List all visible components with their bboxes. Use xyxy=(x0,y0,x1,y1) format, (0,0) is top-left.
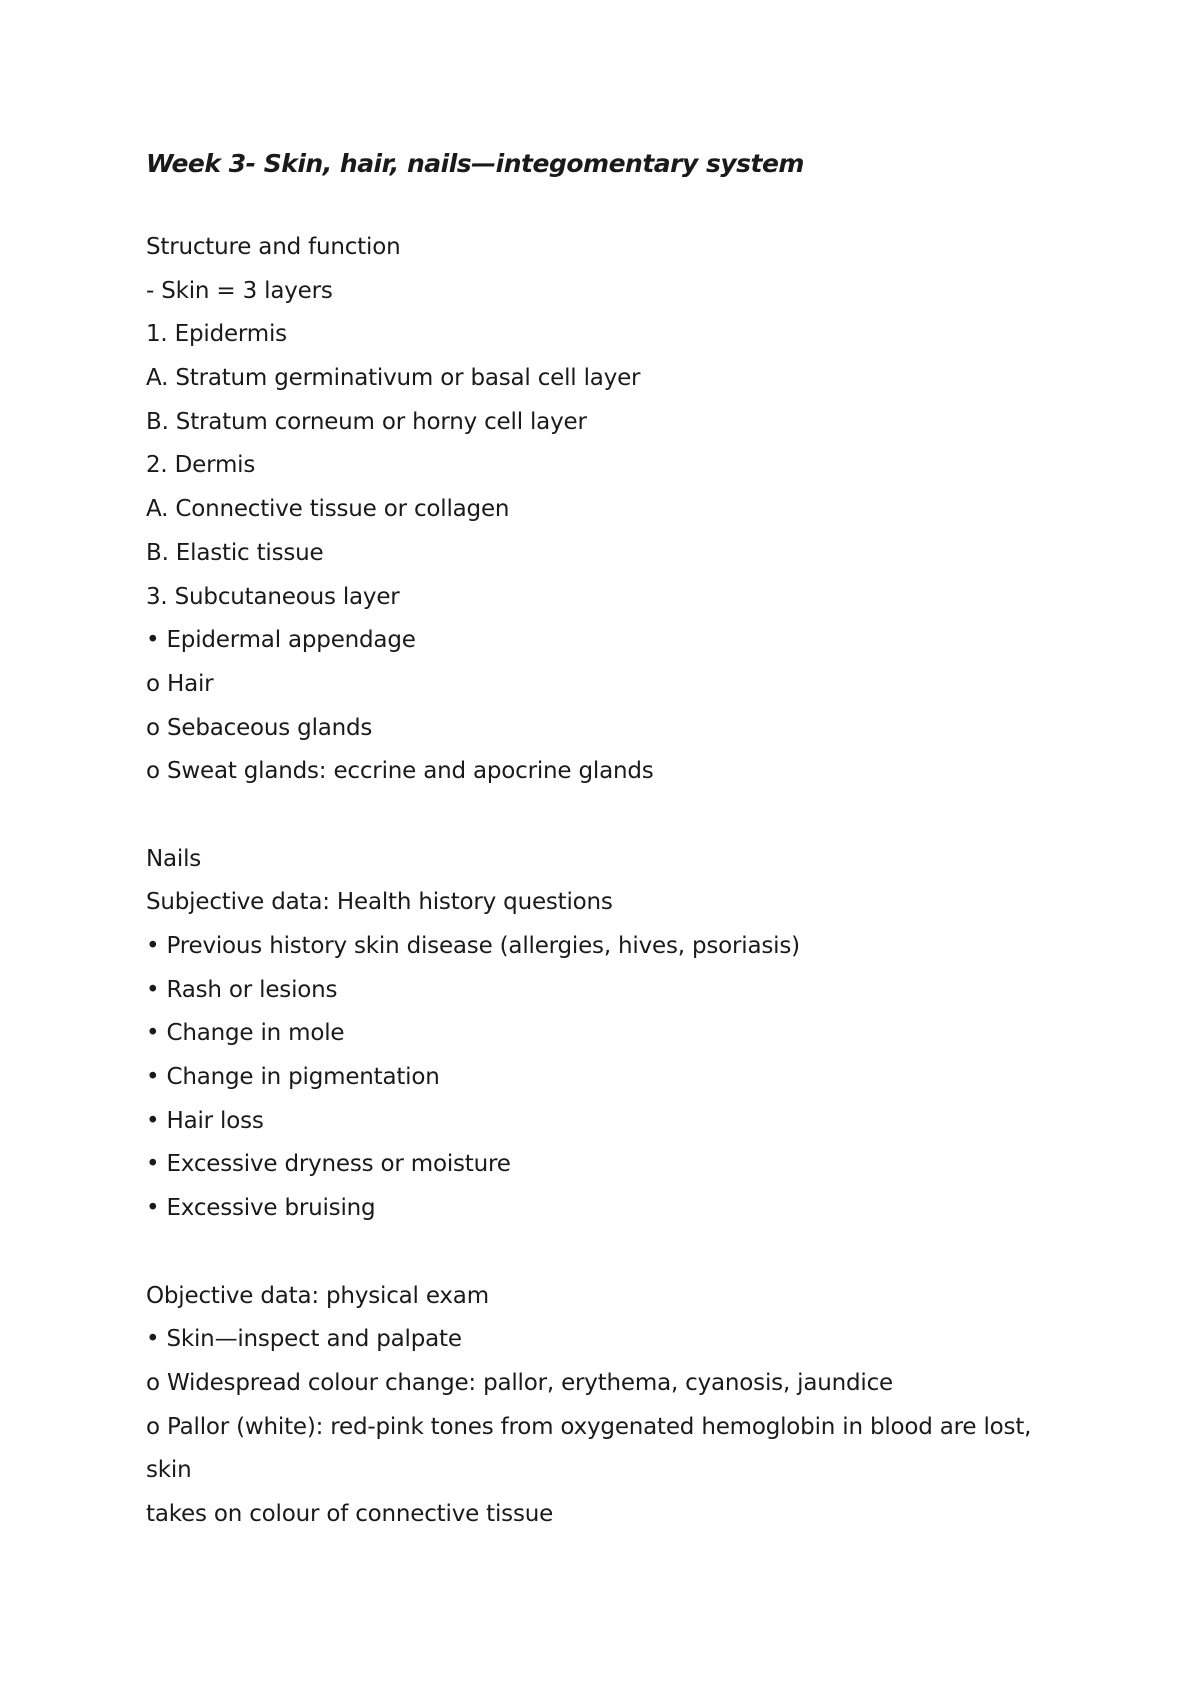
text-line: o Sebaceous glands xyxy=(146,714,373,741)
section-subheading-subjective: Subjective data: Health history questions xyxy=(146,889,613,916)
text-line: o Pallor (white): red-pink tones from oxygenated hemoglobin in blood are lost, xyxy=(146,1413,1032,1440)
document-title: Week 3- Skin, hair, nails—integomentary system xyxy=(146,149,804,178)
text-line: A. Connective tissue or collagen xyxy=(146,496,510,523)
text-line: 1. Epidermis xyxy=(146,321,287,348)
text-line: A. Stratum germinativum or basal cell layer xyxy=(146,365,641,392)
text-line: • Epidermal appendage xyxy=(146,627,416,654)
text-line: o Widespread colour change: pallor, erythema, cyanosis, jaundice xyxy=(146,1369,893,1396)
text-line: • Excessive bruising xyxy=(146,1195,376,1222)
text-line: o Sweat glands: eccrine and apocrine glands xyxy=(146,758,654,785)
section-heading-nails: Nails xyxy=(146,845,202,872)
text-line: takes on colour of connective tissue xyxy=(146,1500,554,1527)
text-line: • Rash or lesions xyxy=(146,976,338,1003)
blank-line xyxy=(146,1231,1046,1275)
section-heading-objective: Objective data: physical exam xyxy=(146,1282,489,1309)
text-line: • Change in mole xyxy=(146,1020,345,1047)
blank-line xyxy=(146,794,1046,838)
text-line: • Excessive dryness or moisture xyxy=(146,1151,511,1178)
text-line: • Previous history skin disease (allergies, hives, psoriasis) xyxy=(146,933,800,959)
section-heading-structure: Structure and function xyxy=(146,234,401,260)
text-line: • Skin—inspect and palpate xyxy=(146,1326,462,1353)
text-line: B. Elastic tissue xyxy=(146,539,324,566)
text-line: • Change in pigmentation xyxy=(146,1064,440,1091)
text-line: • Hair loss xyxy=(146,1107,264,1134)
text-line: - Skin = 3 layers xyxy=(146,277,333,304)
text-line: 3. Subcutaneous layer xyxy=(146,583,400,610)
text-line: o Hair xyxy=(146,670,214,697)
text-line: B. Stratum corneum or horny cell layer xyxy=(146,408,587,435)
text-line: skin xyxy=(146,1457,192,1484)
text-line: 2. Dermis xyxy=(146,452,256,479)
document-content xyxy=(146,146,1046,1537)
